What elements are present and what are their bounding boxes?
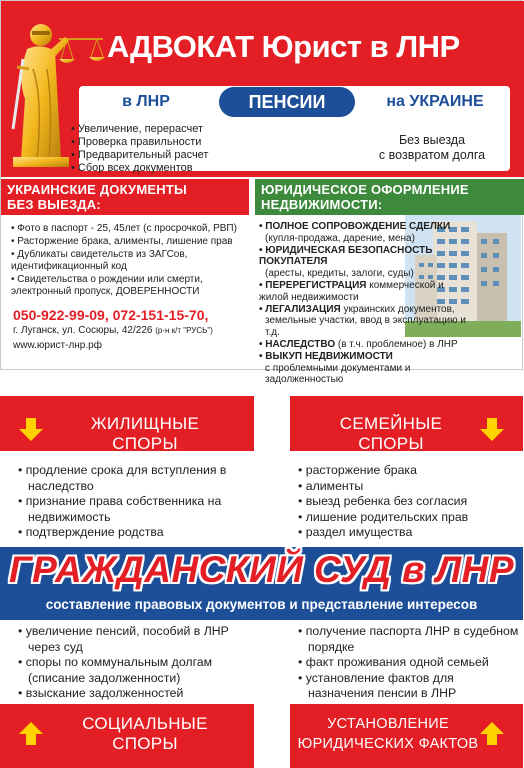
housing-disputes-list: [18, 463, 248, 541]
family-disputes-list: [298, 463, 520, 541]
title-line-1: ЖИЛИЩНЫЕ: [90, 414, 200, 433]
list-item: [259, 245, 474, 269]
phone-numbers[interactable]: 050-922-99-09, 072-151-15-70,: [13, 307, 209, 323]
item-bold: ЮРИДИЧЕСКАЯ БЕЗОПАСНОСТЬ ПОКУПАТЕЛЯ: [259, 244, 433, 268]
item-rest: (в т.ч. проблемное) в ЛНР: [335, 338, 458, 350]
page-title: АДВОКАТ Юрист в ЛНР: [107, 29, 460, 64]
item-bold: ПЕРЕРЕГИСТРАЦИЯ: [265, 279, 367, 291]
pill-in-lnr: в ЛНР: [122, 93, 170, 110]
item-bold: ВЫКУП НЕДВИЖИМОСТИ: [265, 350, 393, 362]
legal-facts-title: [294, 714, 482, 754]
list-item: [259, 280, 474, 304]
list-item-detail: земельные участки, ввод в эксплуатацию и т.д.: [265, 315, 466, 339]
real-estate-header: [255, 179, 524, 215]
header-line-2: НЕДВИЖИМОСТИ:: [261, 197, 383, 212]
item-bold: ЛЕГАЛИЗАЦИЯ: [265, 303, 341, 315]
arrow-down-icon: [479, 416, 505, 442]
header-line-1: ЮРИДИЧЕСКОЕ ОФОРМЛЕНИЕ: [261, 182, 469, 197]
title-line-1: СОЦИАЛЬНЫЕ: [82, 714, 208, 733]
ukrainian-docs-list: [11, 223, 251, 299]
list-item: • выезд ребенка без согласия: [298, 494, 520, 510]
list-item: • Дубликаты свидетельств из ЗАГСов, идентификационный код: [11, 249, 251, 273]
list-item: • раздел имущества: [298, 525, 520, 541]
list-item: • подтверждение родства: [18, 525, 248, 541]
list-item: • расторжение брака: [298, 463, 520, 479]
no-exit-note: [357, 133, 507, 163]
list-item: [259, 304, 474, 316]
list-item: [259, 351, 474, 363]
item-rest: украинских документов,: [340, 303, 455, 315]
list-item: • алименты: [298, 479, 520, 495]
no-exit-line-2: с возвратом долга: [378, 148, 486, 162]
list-item: • факт проживания одной семьей: [298, 655, 520, 671]
list-item-detail: (аресты, кредиты, залоги, суды): [265, 268, 414, 280]
title-line-2: СПОРЫ: [358, 434, 424, 453]
item-rest: коммерческой и жилой недвижимости: [259, 279, 444, 303]
header-line-2: БЕЗ ВЫЕЗДА:: [7, 197, 101, 212]
list-item: • Расторжение брака, алименты, лишение прав: [11, 236, 251, 248]
social-disputes-title: [50, 714, 240, 754]
bottom-flyer: [0, 396, 523, 768]
list-item: • установление фактов для назначения пенсии в ЛНР: [298, 671, 520, 702]
list-item: • продление срока для вступления в наследство: [18, 463, 248, 494]
pill-in-ukraine: на УКРАИНЕ: [386, 93, 484, 110]
item-bold: НАСЛЕДСТВО: [265, 338, 336, 350]
list-item: • взыскание задолженностей: [18, 686, 250, 702]
list-item: • Проверка правильности: [71, 136, 208, 149]
housing-disputes-title: [50, 414, 240, 454]
family-disputes-title: [296, 414, 486, 454]
list-item: [259, 339, 474, 351]
list-item: • признание права собственника на недвижимость: [18, 494, 248, 525]
title-line-2: ЮРИДИЧЕСКИХ ФАКТОВ: [297, 736, 479, 752]
website-link[interactable]: www.юрист-лнр.рф: [13, 340, 102, 351]
arrow-down-icon: [18, 416, 44, 442]
pension-services-list: [71, 123, 208, 175]
title-line-2: СПОРЫ: [112, 434, 178, 453]
list-item: • увеличение пенсий, пособий в ЛНР через суд: [18, 624, 250, 655]
address-text: г. Луганск, ул. Сосюры, 42/226: [13, 325, 153, 336]
social-disputes-list: [18, 624, 250, 702]
item-bold: ПОЛНОЕ СОПРОВОЖДЕНИЕ СДЕЛКИ: [265, 221, 451, 232]
title-line-1: УСТАНОВЛЕНИЕ: [327, 716, 449, 732]
list-item: • Сбор всех документов: [71, 162, 208, 175]
pill-pensions: ПЕНСИИ: [219, 87, 355, 117]
civil-court-title: ГРАЖДАНСКИЙ СУД в ЛНР: [8, 549, 515, 590]
list-item: • споры по коммунальным долгам (списание задолженности): [18, 655, 250, 686]
real-estate-services-list: [259, 221, 474, 386]
list-item: • получение паспорта ЛНР в судебном порядке: [298, 624, 520, 655]
list-item: • Предварительный расчет: [71, 149, 208, 162]
arrow-up-icon: [479, 721, 505, 747]
civil-court-subtitle: составление правовых документов и представление интересов: [45, 597, 478, 612]
address: [13, 325, 213, 336]
list-item: • Свидетельства о рождении или смерти, электронный пропуск, ДОВЕРЕННОСТИ: [11, 274, 251, 298]
title-line-2: СПОРЫ: [112, 734, 178, 753]
list-item-detail: (купля-продажа, дарение, мена): [265, 232, 415, 244]
list-item-detail: с проблемными документами и задолженностью: [265, 362, 411, 386]
no-exit-line-1: Без выезда: [398, 133, 466, 147]
list-item: • Фото в паспорт - 25, 45лет (с просрочкой, РВП): [11, 223, 251, 235]
list-item: • лишение родительских прав: [298, 510, 520, 526]
address-note: (р-н к/т "РУСЬ"): [155, 326, 213, 335]
list-item: • Увеличение, перерасчет: [71, 123, 208, 136]
legal-facts-list: [298, 624, 520, 702]
header-line-1: УКРАИНСКИЕ ДОКУМЕНТЫ: [7, 182, 187, 197]
title-line-1: СЕМЕЙНЫЕ: [339, 414, 443, 433]
arrow-up-icon: [18, 721, 44, 747]
list-item: [259, 221, 474, 233]
ukrainian-docs-header: [1, 179, 249, 215]
